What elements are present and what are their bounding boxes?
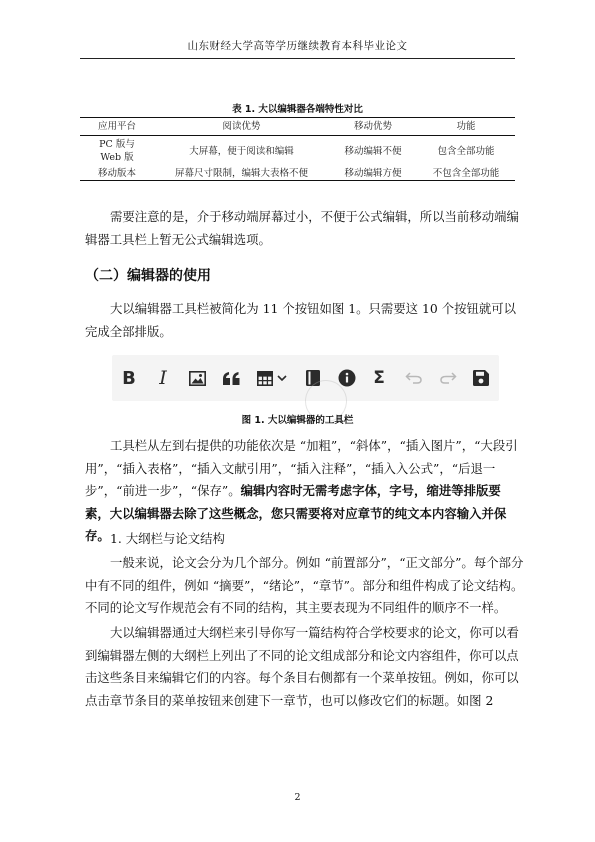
bold-icon[interactable]	[118, 367, 140, 389]
table-header-cell: 移动优势	[353, 121, 392, 132]
note-paragraph: 需要注意的是，介于移动端屏幕过小，不便于公式编辑，所以当前移动端编辑器工具栏上暂无公式编辑选项。	[85, 209, 519, 247]
italic-icon[interactable]	[152, 367, 174, 389]
table-cell: 包含全部功能	[437, 145, 495, 157]
chevron-down-icon[interactable]	[275, 367, 289, 389]
table-caption: 表 1. 大以编辑器各端特性对比	[232, 104, 363, 115]
toolbar-description-bold-text: 编辑内容时无需考虑字体，字号，缩进等排版要素，大以编辑器去除了这些概念，您只需要将对应章节的纯文本内容输入并保存。	[85, 483, 507, 543]
outline-paragraph: 大以编辑器通过大纲栏来引导你写一篇结构符合学校要求的论文，你可以看到编辑器左侧的大纲栏上列出了不同的论文组成部分和论文内容组件，你可以点击这些条目来编辑它们的内容。每个条目右侧都有一个菜单按钮。例如，你可以点击章节条目的菜单按钮来创建下一章节，也可以修改它们的标题。如图 2	[85, 625, 519, 708]
table-header-row	[80, 118, 515, 136]
quote-icon[interactable]	[220, 367, 242, 389]
table-row	[80, 166, 515, 181]
table-row	[80, 136, 515, 167]
table-header-cell: 阅读优势	[222, 121, 261, 132]
redo-icon[interactable]	[437, 367, 459, 389]
table-cell: 屏幕尺寸限制，编辑大表格不便	[174, 167, 308, 179]
table-cell: 移动编辑方便	[344, 167, 402, 179]
running-header: 山东财经大学高等学历继续教育本科毕业论文	[80, 38, 515, 59]
image-icon[interactable]	[186, 367, 208, 389]
table-icon[interactable]	[254, 367, 276, 389]
table-cell: PC 版与 Web 版	[99, 139, 135, 163]
page-number: 2	[294, 792, 301, 803]
table-cell: 大屏幕，便于阅读和编辑	[189, 145, 294, 157]
comparison-table	[80, 117, 515, 181]
table-header-cell: 功能	[456, 121, 476, 132]
undo-icon[interactable]	[403, 367, 425, 389]
table-header-cell: 应用平台	[97, 121, 136, 132]
sigma-icon[interactable]	[368, 367, 390, 389]
subsection-heading: 1. 大纲栏与论文结构	[110, 531, 225, 546]
section-heading: （二）编辑器的使用	[85, 268, 211, 284]
table-cell: 移动编辑不便	[344, 145, 402, 157]
figure-caption: 图 1. 大以编辑器的工具栏	[241, 415, 354, 426]
toolbar-intro-paragraph: 大以编辑器工具栏被简化为 11 个按钮如图 1。只需要这 10 个按钮就可以完成全部排版。	[85, 301, 517, 339]
italic-glyph: I	[159, 367, 167, 389]
save-icon[interactable]	[470, 367, 492, 389]
bold-glyph: B	[122, 367, 136, 389]
sigma-glyph: Σ	[373, 368, 385, 388]
table-cell: 不包含全部功能	[432, 167, 500, 179]
toolbar-description-text: 工具栏从左到右提供的功能依次是 “加粗”，“斜体”，“插入图片”，“大段引用”，“插入表格”，“插入文献引用”，“插入注释”，“插入入公式”，“后退一步”，“前进一步”，“保存”。	[85, 438, 518, 498]
structure-paragraph: 一般来说，论文会分为几个部分。例如 “前置部分”，“正文部分”。每个部分中有不同的组件，例如 “摘要”，“绪论”，“章节”。部分和组件构成了论文结构。不同的论文写作规范会有不同的结构，其主要表现为不同组件的顺序不一样。	[85, 555, 524, 615]
table-cell: 移动版本	[97, 167, 136, 179]
